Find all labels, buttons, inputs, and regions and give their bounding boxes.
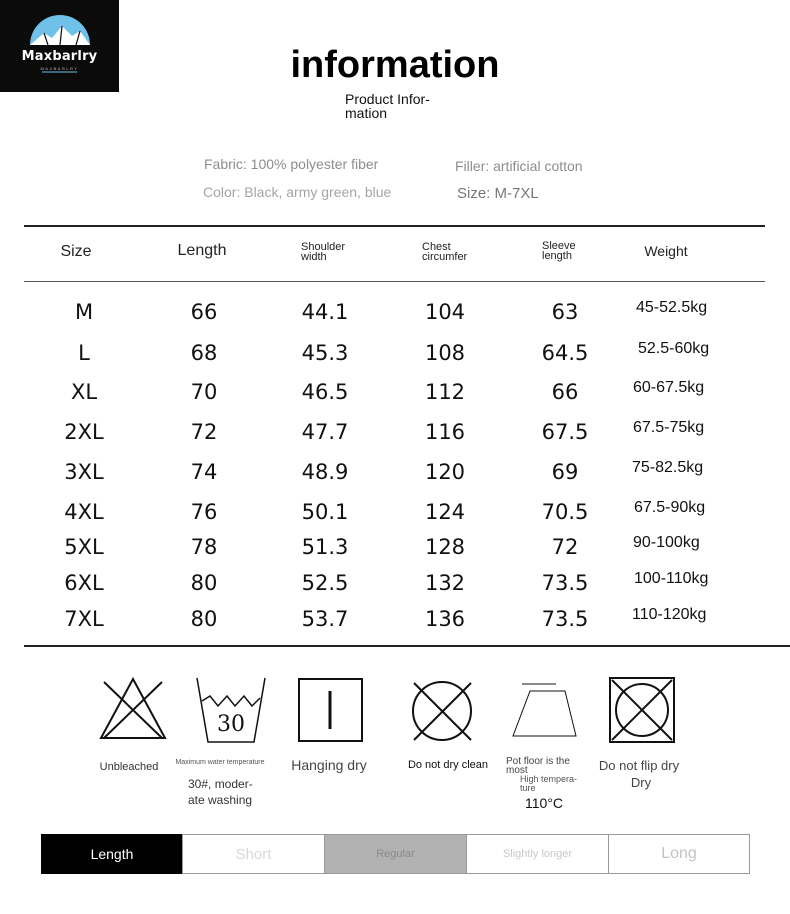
cell-shoulder: 47.7 (301, 420, 349, 444)
cell-chest: 116 (424, 420, 466, 444)
cell-shoulder: 50.1 (301, 500, 349, 524)
length-segment-short: Short (182, 834, 325, 874)
no-tumble-sub-label: Dry (630, 775, 652, 790)
header-size: Size (60, 243, 92, 260)
subtitle-text: Product Infor- mation (345, 91, 430, 121)
no-dry-clean-icon (410, 678, 476, 744)
iron-label: Pot floor is the most (506, 756, 570, 776)
cell-shoulder: 48.9 (301, 460, 349, 484)
table-header-rule (24, 281, 765, 282)
cell-shoulder: 51.3 (301, 535, 349, 559)
cell-weight: 45-52.5kg (636, 299, 708, 316)
cell-chest: 136 (424, 607, 466, 631)
cell-shoulder: 44.1 (301, 300, 349, 324)
length-segment-slightly-longer: Slightly longer (466, 834, 609, 874)
fabric-spec: Fabric: 100% polyester fiber (204, 156, 379, 172)
cell-sleeve: 73.5 (541, 607, 589, 631)
cell-weight: 90-100kg (633, 534, 700, 551)
length-segment-regular: Regular (324, 834, 467, 874)
cell-shoulder: 45.3 (301, 341, 349, 365)
cell-shoulder: 52.5 (301, 571, 349, 595)
no-bleach-icon (98, 676, 168, 742)
cell-size: 4XL (64, 500, 104, 524)
cell-chest: 120 (424, 460, 466, 484)
cell-length: 68 (190, 341, 218, 365)
cell-weight: 60-67.5kg (633, 379, 705, 396)
header-sleeve: Sleeve length (542, 240, 576, 262)
cell-length: 70 (190, 380, 218, 404)
header-length: Length (177, 242, 227, 259)
cell-size: 6XL (64, 571, 104, 595)
cell-weight: 110-120kg (632, 606, 707, 623)
iron-icon (510, 682, 580, 740)
cell-sleeve: 66 (551, 380, 579, 404)
cell-length: 80 (190, 607, 218, 631)
iron-temp: 110°C (525, 795, 564, 811)
iron-sub-label: High tempera- ture (520, 774, 578, 793)
no-tumble-dry-icon (608, 676, 676, 744)
wash-caption: Maximum water temperature (175, 759, 265, 766)
cell-sleeve: 72 (551, 535, 579, 559)
header-weight: Weight (644, 243, 688, 259)
cell-sleeve: 67.5 (541, 420, 589, 444)
cell-chest: 112 (424, 380, 466, 404)
cell-length: 80 (190, 571, 218, 595)
hang-dry-icon (297, 677, 365, 743)
wash-temp-number: 30 (217, 712, 245, 737)
cell-chest: 128 (424, 535, 466, 559)
cell-weight: 67.5-90kg (634, 499, 706, 516)
cell-sleeve: 73.5 (541, 571, 589, 595)
length-segment-long: Long (608, 834, 750, 874)
color-spec: Color: Black, army green, blue (203, 184, 392, 200)
table-bottom-rule (24, 645, 790, 647)
header-chest: Chest circumfer (422, 242, 468, 262)
cell-length: 74 (190, 460, 218, 484)
cell-sleeve: 70.5 (541, 500, 589, 524)
cell-chest: 108 (424, 341, 466, 365)
cell-size: L (78, 341, 90, 365)
brand-name: Maxbarlry (21, 49, 98, 64)
cell-size: 3XL (64, 460, 104, 484)
header-shoulder: Shoulder width (301, 241, 346, 263)
washing-label: 30#, moder- ate washing (188, 777, 253, 807)
cell-weight: 52.5-60kg (638, 340, 710, 357)
cell-size: 5XL (64, 535, 104, 559)
cell-shoulder: 53.7 (301, 607, 349, 631)
cell-length: 66 (190, 300, 218, 324)
cell-chest: 132 (424, 571, 466, 595)
cell-chest: 104 (424, 300, 466, 324)
cell-length: 78 (190, 535, 218, 559)
cell-weight: 75-82.5kg (632, 459, 704, 476)
page-title: information (290, 44, 500, 86)
no-tumble-label: Do not flip dry (598, 758, 680, 773)
cell-size: XL (70, 380, 98, 404)
cell-size: 7XL (64, 607, 104, 631)
cell-weight: 67.5-75kg (633, 419, 705, 436)
cell-sleeve: 63 (551, 300, 579, 324)
unbleached-label: Unbleached (99, 761, 159, 773)
table-top-rule (24, 225, 765, 227)
cell-chest: 124 (424, 500, 466, 524)
no-dry-clean-label: Do not dry clean (407, 759, 489, 771)
cell-length: 72 (190, 420, 218, 444)
hanging-dry-label: Hanging dry (291, 757, 367, 773)
cell-weight: 100-110kg (634, 570, 709, 587)
cell-sleeve: 69 (551, 460, 579, 484)
length-segment-length: Length (41, 834, 183, 874)
filler-spec: Filler: artificial cotton (455, 158, 583, 174)
size-spec: Size: M-7XL (457, 185, 539, 202)
brand-tagline: MAXBARLRY (40, 66, 79, 71)
cell-sleeve: 64.5 (541, 341, 589, 365)
cell-size: M (74, 300, 94, 324)
page-subtitle (345, 92, 445, 120)
cell-length: 76 (190, 500, 218, 524)
cell-size: 2XL (64, 420, 104, 444)
cell-shoulder: 46.5 (301, 380, 349, 404)
